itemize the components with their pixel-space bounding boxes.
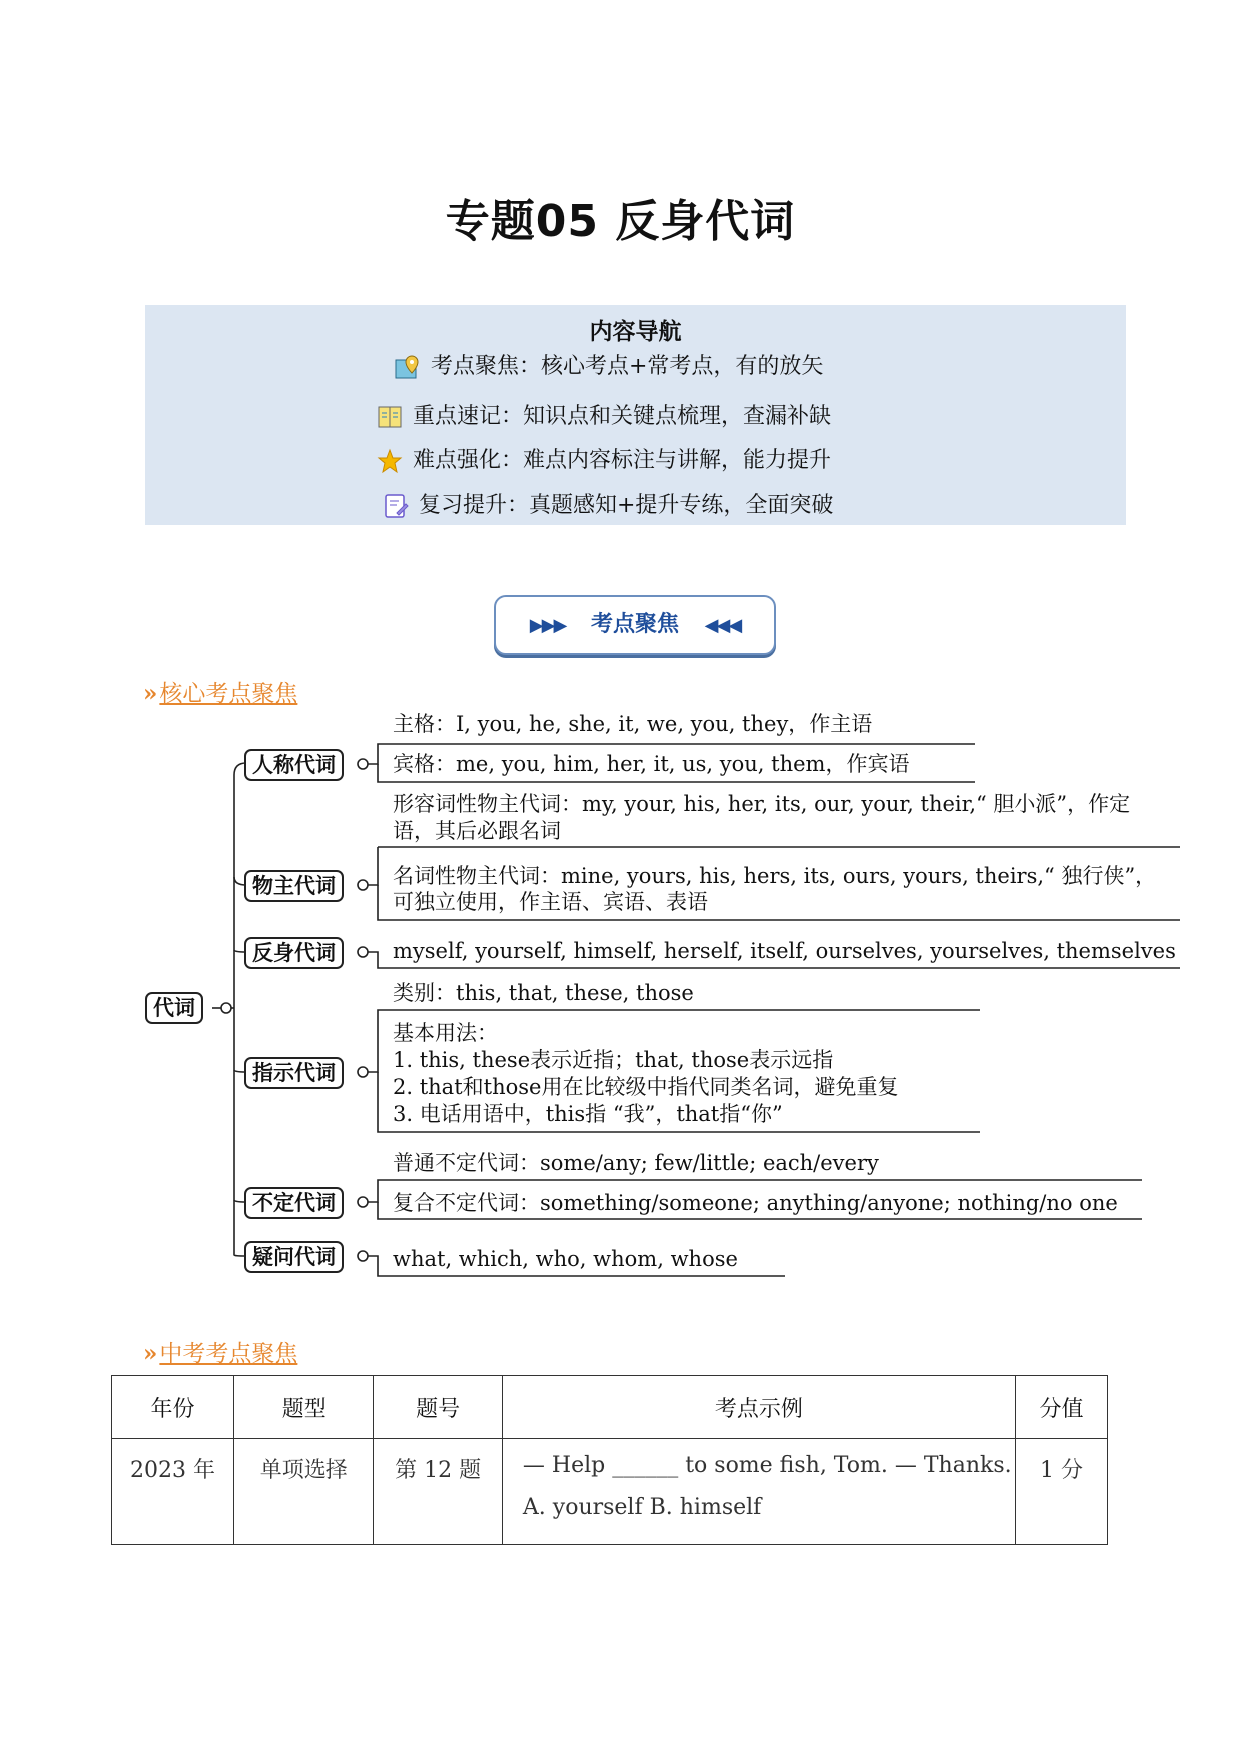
leaf-demonstrative-usage-title: 基本用法： [393,1021,498,1045]
table-header-number: 题号 [374,1376,503,1439]
table-header-year: 年份 [112,1376,234,1439]
content-nav-title: 内容导航 [589,318,682,345]
leaf-demonstrative-category: 类别：this, that, these, those [393,981,694,1005]
leaf-indefinite-common: 普通不定代词：some/any; few/little; each/every [393,1151,879,1175]
double-chevron-icon: » [143,680,158,707]
mindmap-node-demonstrative: 指示代词 [244,1057,344,1089]
table-header-type: 题型 [234,1376,374,1439]
leaf-demonstrative-usage-2: 2. that和those用在比较级中指代同类名词，避免重复 [393,1075,899,1099]
cell-type: 单项选择 [234,1439,374,1545]
table-header-score: 分值 [1015,1376,1107,1439]
leaf-noun-possessive-1: 名词性物主代词：mine, yours, his, hers, its, ours, yours, theirs,“ 独行侠”， [393,864,1157,888]
mindmap-node-personal: 人称代词 [244,749,344,781]
leaf-object-case: 宾格：me, you, him, her, it, us, you, them，作宾语 [393,752,910,776]
nav-item-difficult-text: 难点强化：难点内容标注与讲解，能力提升 [413,448,832,473]
cell-example [502,1439,1015,1545]
cell-example-question: — Help ______ to some fish, Tom. — Thanks. [522,1453,1012,1478]
page-title: 专题05 反身代词 [445,196,796,247]
leaf-indefinite-compound: 复合不定代词：something/someone; anything/anyone; nothing/no one [393,1191,1118,1215]
focus-banner-label: 考点聚焦 [590,612,679,637]
cell-score: 1 分 [1015,1439,1107,1545]
table-header-example: 考点示例 [502,1376,1015,1439]
cell-number: 第 12 题 [374,1439,503,1545]
mindmap-node-possessive: 物主代词 [244,870,344,902]
triple-left-arrow-icon: ◀◀◀ [704,615,741,636]
mindmap-node-reflexive: 反身代词 [244,937,344,969]
leaf-demonstrative-usage-3: 3. 电话用语中，this指 “我”，that指“你” [393,1102,783,1126]
leaf-adj-possessive-2: 语，其后必跟名词 [393,819,561,843]
exam-section-heading [143,1335,297,1368]
table-header-row [112,1376,1108,1439]
leaf-demonstrative-usage-1: 1. this, these表示近指；that, those表示远指 [393,1048,834,1072]
triple-right-arrow-icon: ▶▶▶ [529,615,566,636]
leaf-noun-possessive-2: 可独立使用，作主语、宾语、表语 [393,890,708,914]
cell-year: 2023 年 [112,1439,234,1545]
leaf-reflexive-list: myself, yourself, himself, herself, itself, ourselves, yourselves, themselves [393,939,1176,963]
leaf-subject-case: 主格：I, you, he, she, it, we, you, they，作主语 [393,712,873,736]
double-chevron-icon: » [143,1340,158,1367]
leaf-interrogative-list: what, which, who, whom, whose [393,1247,738,1271]
leaf-adj-possessive-1: 形容词性物主代词：my, your, his, her, its, our, your, their,“ 胆小派”，作定 [393,792,1131,816]
table-row [112,1439,1108,1545]
exam-section-heading-text: 中考考点聚焦 [159,1341,298,1367]
mindmap-node-indefinite: 不定代词 [244,1187,344,1219]
nav-item-focus-text: 考点聚焦：核心考点+常考点，有的放矢 [431,354,824,379]
cell-example-options: A. yourself B. himself [522,1495,762,1520]
mindmap-node-interrogative: 疑问代词 [244,1241,344,1273]
exam-table [111,1375,1108,1545]
mindmap-root-node: 代词 [145,992,203,1024]
nav-item-notes-text: 重点速记：知识点和关键点梳理，查漏补缺 [413,404,832,429]
core-section-heading-text: 核心考点聚焦 [159,681,298,707]
nav-item-review-text: 复习提升：真题感知+提升专练，全面突破 [419,493,834,518]
